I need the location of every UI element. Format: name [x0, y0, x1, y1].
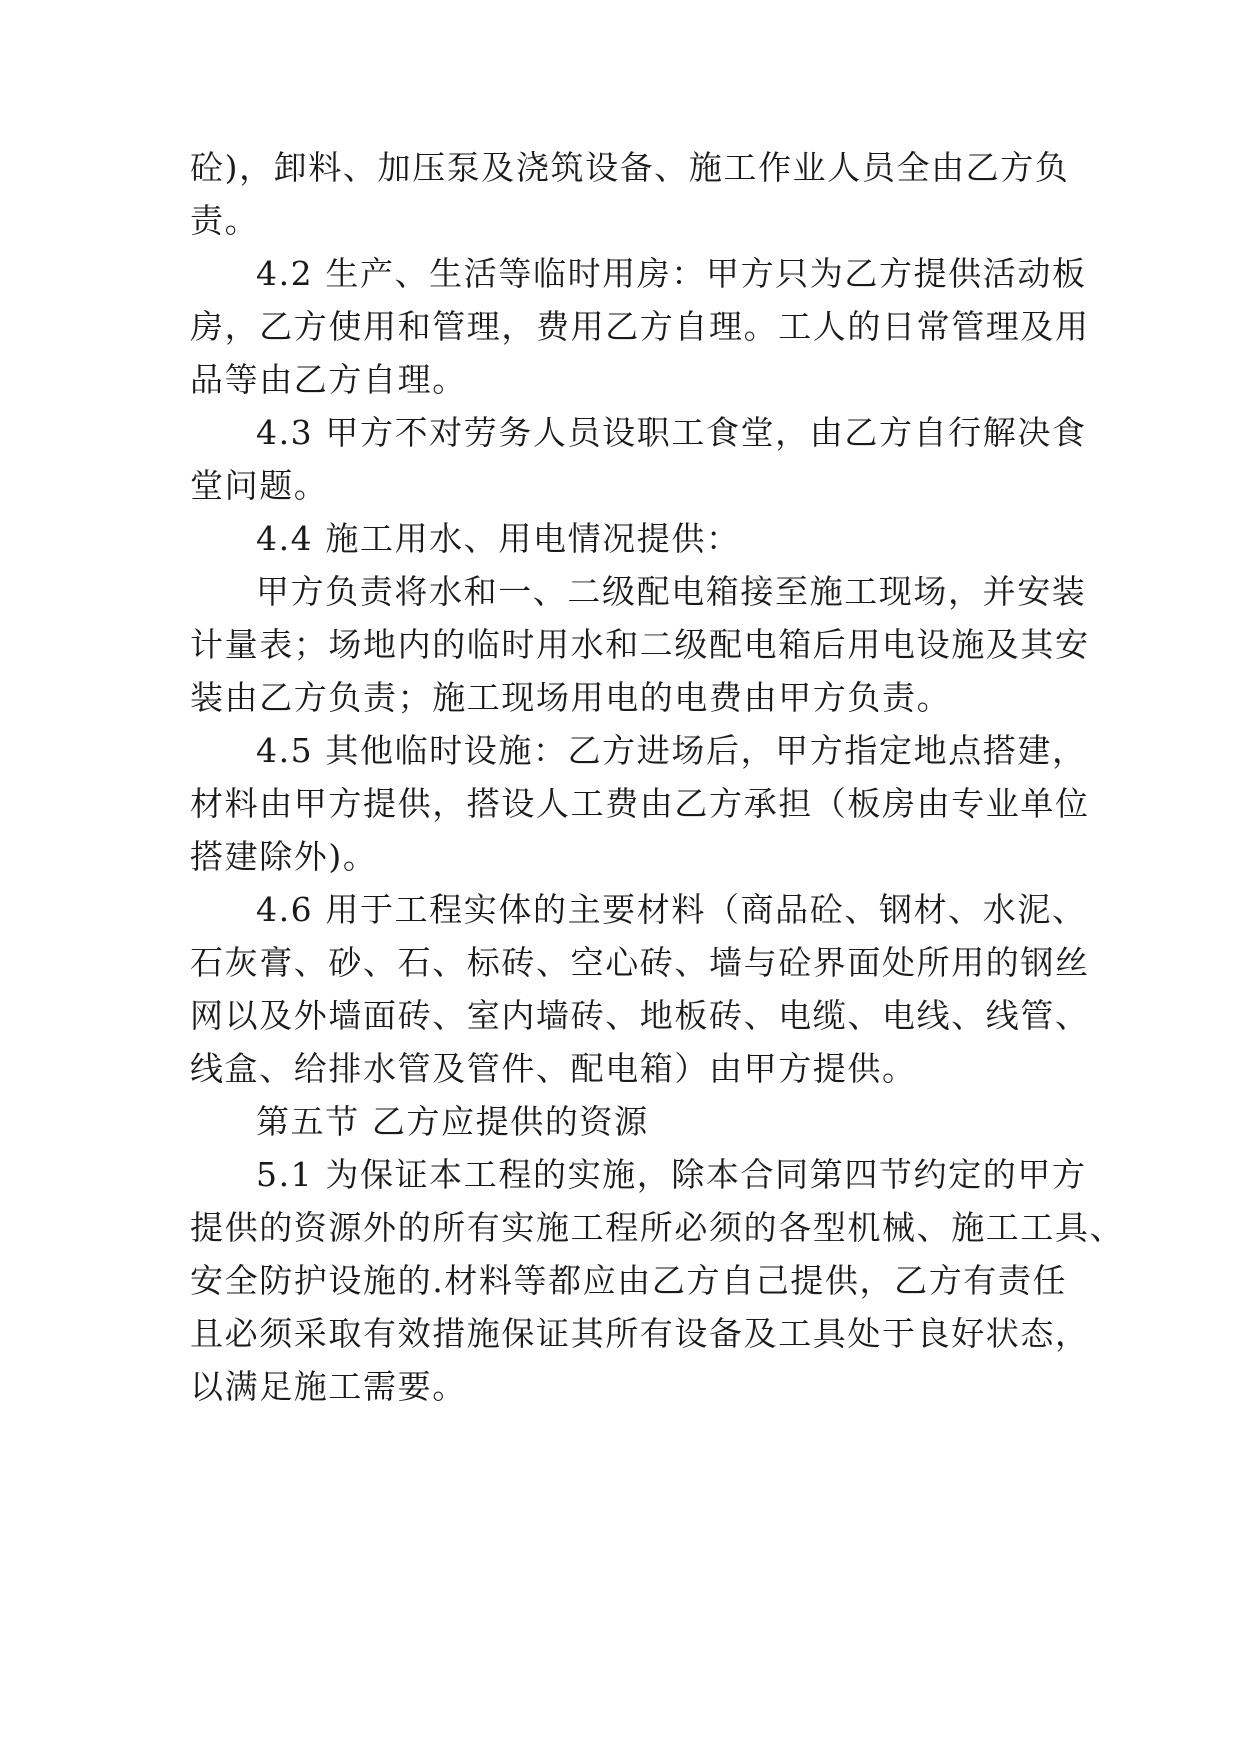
text-line: 以满足施工需要。: [190, 1367, 467, 1406]
clause-5-1: 5.1 为保证本工程的实施，除本合同第四节约定的甲方: [256, 1155, 1087, 1194]
text-line: 堂问题。: [190, 466, 329, 505]
text-line: 品等由乙方自理。: [190, 360, 467, 399]
text-line: 砼)，卸料、加压泵及浇筑设备、施工作业人员全由乙方负: [190, 148, 1070, 187]
text-line: 搭建除外)。: [190, 837, 378, 876]
clause-4-5: 4.5 其他临时设施：乙方进场后，甲方指定地点搭建，: [256, 731, 1087, 770]
text-line: 提供的资源外的所有实施工程所必须的各型机械、施工工具、: [190, 1208, 1125, 1247]
text-line: 房，乙方使用和管理，费用乙方自理。工人的日常管理及用: [190, 307, 1090, 346]
text-line: 石灰膏、砂、石、标砖、空心砖、墙与砼界面处所用的钢丝: [190, 943, 1090, 982]
text-line: 计量表；场地内的临时用水和二级配电箱后用电设施及其安: [190, 625, 1090, 664]
clause-4-2: 4.2 生产、生活等临时用房：甲方只为乙方提供活动板: [256, 254, 1087, 293]
clause-4-6: 4.6 用于工程实体的主要材料（商品砼、钢材、水泥、: [256, 890, 1087, 929]
text-line: 线盒、给排水管及管件、配电箱）由甲方提供。: [190, 1049, 917, 1088]
text-line: 材料由甲方提供，搭设人工费由乙方承担（板房由专业单位: [190, 784, 1090, 823]
text-line: 网以及外墙面砖、室内墙砖、地板砖、电缆、电线、线管、: [190, 996, 1090, 1035]
text-line: 装由乙方负责；施工现场用电的电费由甲方负责。: [190, 678, 952, 717]
clause-4-3: 4.3 甲方不对劳务人员设职工食堂，由乙方自行解决食: [256, 413, 1087, 452]
text-line: 且必须采取有效措施保证其所有设备及工具处于良好状态，: [190, 1314, 1090, 1353]
text-line: 责。: [190, 201, 260, 240]
text-line: 甲方负责将水和一、二级配电箱接至施工现场，并安装: [256, 572, 1087, 611]
clause-4-4: 4.4 施工用水、用电情况提供：: [256, 519, 741, 558]
section-heading: 第五节 乙方应提供的资源: [256, 1102, 649, 1141]
text-line: 安全防护设施的.材料等都应由乙方自己提供，乙方有责任: [190, 1261, 1068, 1300]
